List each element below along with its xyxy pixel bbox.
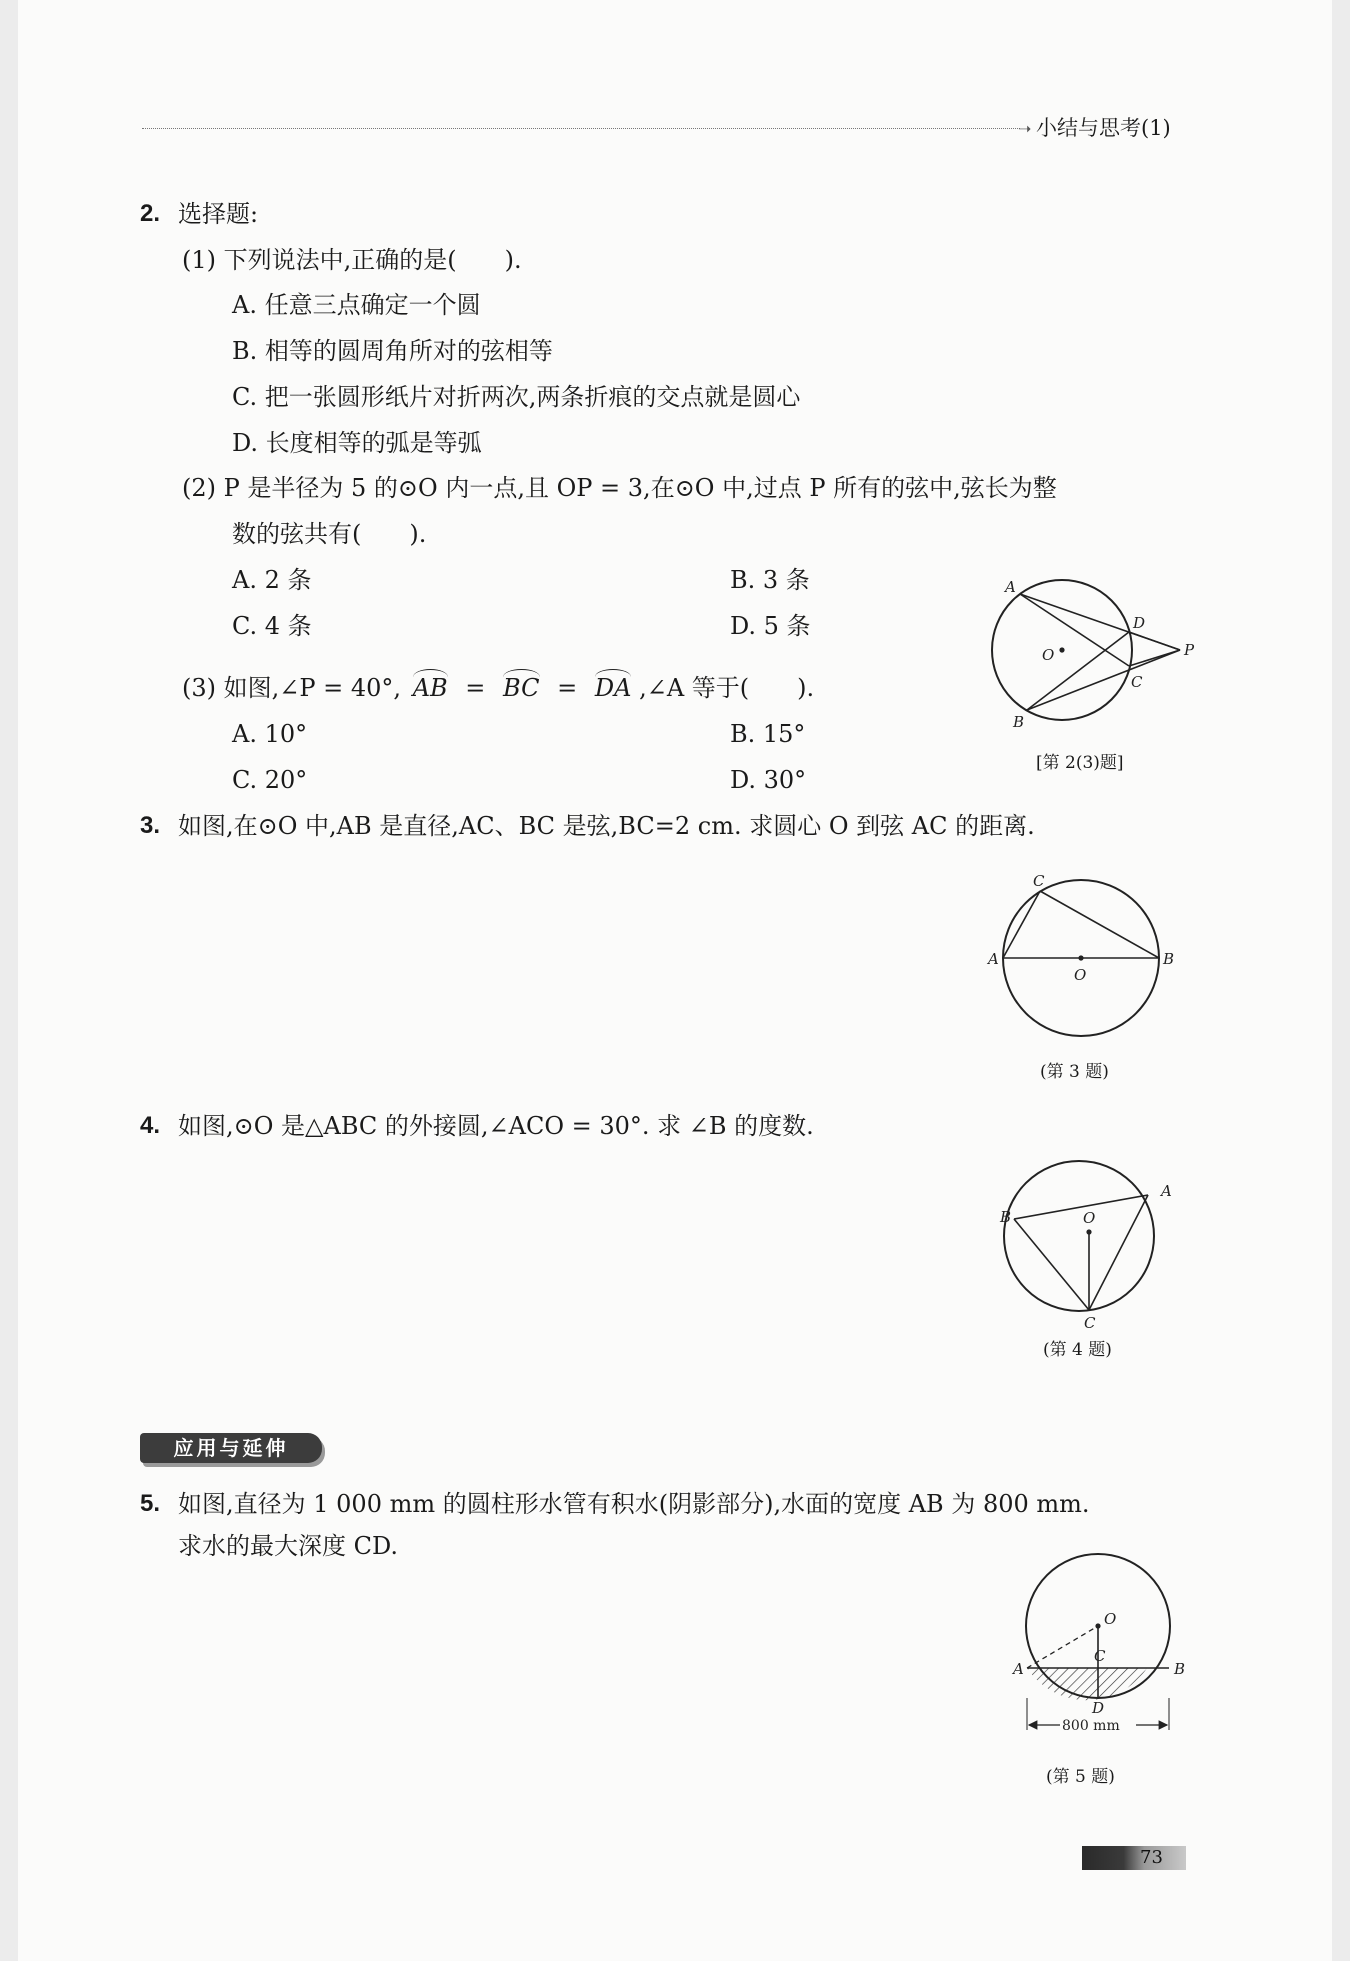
q3-figure-caption: (第 3 题) (1040, 1062, 1109, 1082)
q5-number: 5. (140, 1490, 161, 1517)
q5-label-d: D (1092, 1699, 1105, 1717)
q2-3-label-d: D (1133, 614, 1146, 632)
q2-3-label-a: A (1005, 578, 1016, 596)
q5-label-a: A (1013, 1660, 1024, 1678)
q5-water-region (1027, 1668, 1147, 1700)
q2-3-stem: (3) 如图,∠P = 40°, AB = BC = DA ,∠A 等于( ). (182, 672, 814, 704)
q2-3-figure-caption: [第 2(3)题] (1036, 753, 1124, 773)
q2-3-arc-ab: AB (413, 672, 448, 704)
q4-text: 如图,⊙O 是△ABC 的外接圆,∠ACO = 30°. 求 ∠B 的度数. (178, 1112, 814, 1140)
q4-label-c: C (1084, 1314, 1096, 1332)
q2-3-label-p: P (1184, 641, 1195, 659)
q2-number: 2. (140, 200, 161, 227)
q2-2-option-a: A. 2 条 (232, 566, 312, 594)
q3-figure (985, 868, 1185, 1048)
q3-number: 3. (140, 812, 161, 839)
q2-1-stem: (1) 下列说法中,正确的是( ). (182, 246, 522, 274)
q2-1-option-c: C. 把一张圆形纸片对折两次,两条折痕的交点就是圆心 (232, 383, 801, 411)
q4-number: 4. (140, 1112, 161, 1139)
q2-2-option-b: B. 3 条 (730, 566, 810, 594)
q4-label-b: B (1000, 1208, 1012, 1226)
q3-label-c: C (1033, 872, 1045, 890)
arc-bc-mark (503, 669, 539, 677)
q2-3-option-d: D. 30° (730, 766, 807, 794)
q4-figure (990, 1156, 1180, 1336)
q5-width-label: 800 mm (1062, 1718, 1120, 1734)
q2-3-figure (985, 570, 1205, 740)
section-tag-application: 应用与延伸 (140, 1433, 322, 1463)
q3-label-a: A (988, 950, 999, 968)
q5-text-line2: 求水的最大深度 CD. (178, 1532, 399, 1560)
q5-figure-caption: (第 5 题) (1046, 1767, 1115, 1787)
q5-figure (1010, 1548, 1190, 1740)
q2-2-stem-line1: (2) P 是半径为 5 的⊙O 内一点,且 OP = 3,在⊙O 中,过点 P 所有的弦中,弦长为整 (182, 474, 1057, 502)
q2-1-option-b: B. 相等的圆周角所对的弦相等 (232, 337, 553, 365)
q3-label-b: B (1163, 950, 1175, 968)
page-number: 73 (1140, 1847, 1163, 1868)
q3-label-o: O (1074, 966, 1087, 984)
q2-title: 选择题: (178, 200, 259, 228)
q4-label-a: A (1161, 1182, 1172, 1200)
q2-3-label-b: B (1013, 713, 1025, 731)
q2-3-label-o: O (1042, 646, 1055, 664)
q5-label-o: O (1104, 1610, 1117, 1628)
q2-3-option-c: C. 20° (232, 766, 308, 794)
page-number-bar (1082, 1846, 1186, 1870)
q5-label-b: B (1174, 1660, 1186, 1678)
q2-1-option-d: D. 长度相等的弧是等弧 (232, 429, 482, 457)
q2-3-option-b: B. 15° (730, 720, 806, 748)
q2-3-arc-bc: BC (503, 672, 539, 704)
q2-3-label-c: C (1131, 673, 1143, 691)
q2-2-option-c: C. 4 条 (232, 612, 312, 640)
q2-1-option-a: A. 任意三点确定一个圆 (232, 291, 481, 319)
q4-circle (1004, 1161, 1154, 1311)
header-dotted-rule (142, 128, 1020, 129)
q5-label-c: C (1094, 1647, 1106, 1665)
q3-text: 如图,在⊙O 中,AB 是直径,AC、BC 是弦,BC=2 cm. 求圆心 O 到弦 AC 的距离. (178, 812, 1035, 840)
q4-label-o: O (1083, 1209, 1096, 1227)
q2-2-option-d: D. 5 条 (730, 612, 811, 640)
arc-ab-mark (413, 669, 448, 677)
q2-2-stem-line2: 数的弦共有( ). (232, 520, 427, 548)
header-arrow-icon: ➝ (1018, 119, 1032, 138)
q2-3-option-a: A. 10° (232, 720, 308, 748)
q4-figure-caption: (第 4 题) (1043, 1340, 1112, 1360)
q2-3-stem-start: (3) 如图,∠P = 40°, (182, 674, 402, 702)
q2-3-arc-da: DA (595, 672, 632, 704)
q5-text-line1: 如图,直径为 1 000 mm 的圆柱形水管有积水(阴影部分),水面的宽度 AB 为 800 mm. (178, 1490, 1090, 1518)
header-section-title: 小结与思考(1) (1036, 116, 1171, 140)
